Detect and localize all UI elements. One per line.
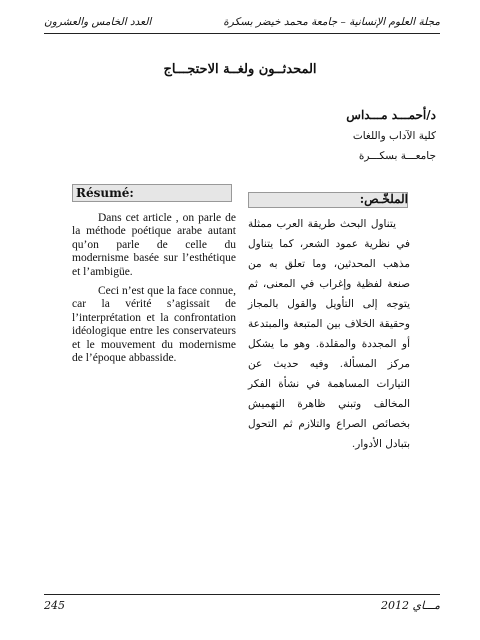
french-abstract <box>72 212 236 371</box>
author-faculty: كلية الآداب واللغات <box>352 130 436 142</box>
page-number: 245 <box>44 599 65 612</box>
author-block <box>236 108 436 162</box>
journal-title: مجلة العلوم الإنسانية – جامعة محمد خيضر بسكرة <box>223 16 440 28</box>
arabic-abstract <box>248 214 410 454</box>
arabic-abstract-text: يتناول البحث طريقة العرب ممثلة في نظرية عمود الشعر، كما يتناول مذهب المحدثين، وما تعلق به من صنعة لفظية وإغراب في المعنى، ثم يتوجه إلى التأويل والقول بالمجاز وحقيقة الخلاف بين المتبعة والمبتدعة أو المجددة والمقلدة. وهو ما يشكل مركز المسألة. وفيه حديث عن التيارات المساهمة في نشأة الفكر المخالف وتبني ظاهرة التهميش بخصائص الصراع والتلازم ثم التحول بتبادل الأدوار. <box>248 218 410 450</box>
running-header <box>44 14 440 34</box>
issue-label: العدد الخامس والعشرون <box>44 16 152 28</box>
resume-heading: Résumé: <box>76 186 134 200</box>
french-abstract-paragraph-1: Dans cet article , on parle de la méthode poétique arabe autant qu’on parle de celle du modernisme basée sur l’esthétique et l’ambigüe. <box>72 212 236 278</box>
running-footer <box>44 594 440 614</box>
issue-date: مـــاي 2012 <box>380 599 440 612</box>
author-name: د/أحمـــد مـــداس <box>346 108 436 122</box>
french-abstract-paragraph-2: Ceci n’est que la face connue, car la vérité s’agissait de l’interprétation et la confrontation idéologique entre les conservateurs et le mouvement du modernisme de l’époque abbasside. <box>72 285 236 365</box>
mulakhas-heading: الملخّـص: <box>359 192 408 206</box>
article-title: المحدثــون ولغــة الاحتجـــاج <box>163 62 317 77</box>
author-university: جامعـــة بسكـــرة <box>358 150 436 162</box>
